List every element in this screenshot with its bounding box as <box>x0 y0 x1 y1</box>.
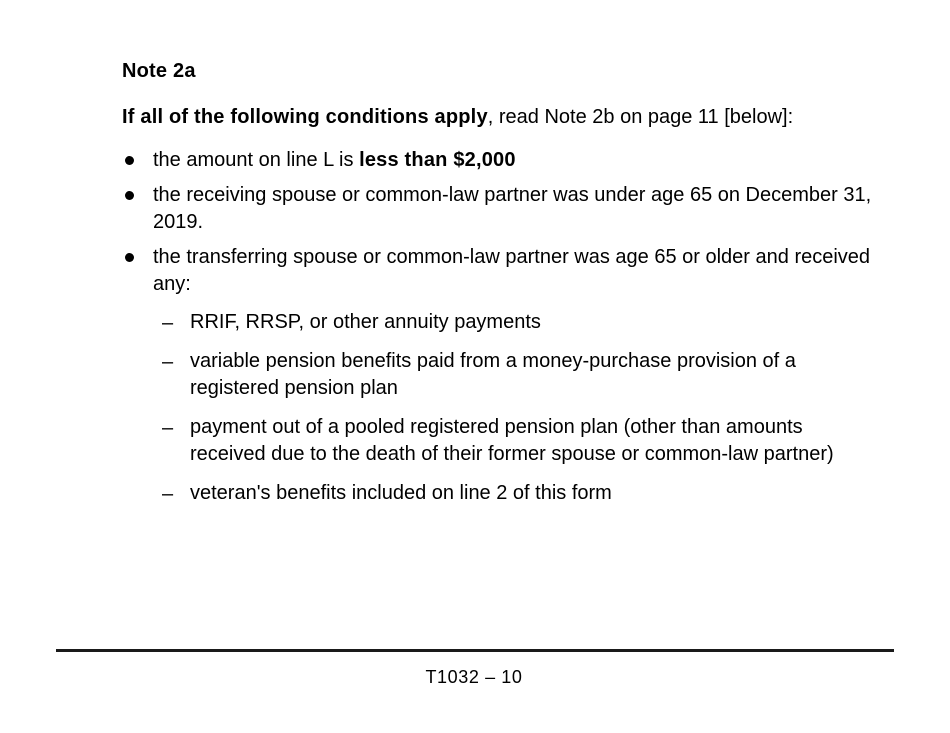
intro-bold-text: If all of the following conditions apply <box>122 106 488 128</box>
sub-list-item-text: variable pension benefits paid from a money-purchase provision of a registered pension plan <box>190 350 796 399</box>
intro-rest-text: , read Note 2b on page 11 [below]: <box>487 106 794 128</box>
sub-list-item <box>153 414 882 468</box>
list-item <box>122 182 882 236</box>
sub-list-item <box>153 480 882 507</box>
list-item-text: the transferring spouse or common-law partner was age 65 or older and received any: <box>153 246 871 295</box>
list-item <box>122 147 882 174</box>
sub-list-item-text: RRIF, RRSP, or other annuity payments <box>190 311 541 333</box>
footer-page-label: T1032 – 10 <box>425 667 523 687</box>
list-item-text: the amount on line L is <box>153 149 360 171</box>
page-title: Note 2a <box>122 60 196 82</box>
sub-list-item-text: payment out of a pooled registered pension plan (other than amounts received due to the death of their former spouse or common-law partner) <box>190 416 834 465</box>
dash-icon: – <box>162 312 174 334</box>
list-item-text: the receiving spouse or common-law partner was under age 65 on December 31, 2019. <box>153 184 872 233</box>
intro-paragraph <box>122 104 822 131</box>
sub-list-item <box>153 309 882 336</box>
bullet-dot-icon <box>125 191 134 200</box>
footer-divider <box>56 649 894 652</box>
dash-icon: – <box>162 417 174 439</box>
conditions-list <box>122 147 882 507</box>
list-item <box>122 244 882 507</box>
sub-list <box>153 309 882 507</box>
list-item-bold-text: less than $2,000 <box>359 149 516 171</box>
dash-icon: – <box>162 483 174 505</box>
document-content <box>122 58 882 515</box>
dash-icon: – <box>162 351 174 373</box>
bullet-dot-icon <box>125 253 134 262</box>
sub-list-item <box>153 348 882 402</box>
sub-list-item-text: veteran's benefits included on line 2 of this form <box>190 482 612 504</box>
bullet-dot-icon <box>125 156 134 165</box>
